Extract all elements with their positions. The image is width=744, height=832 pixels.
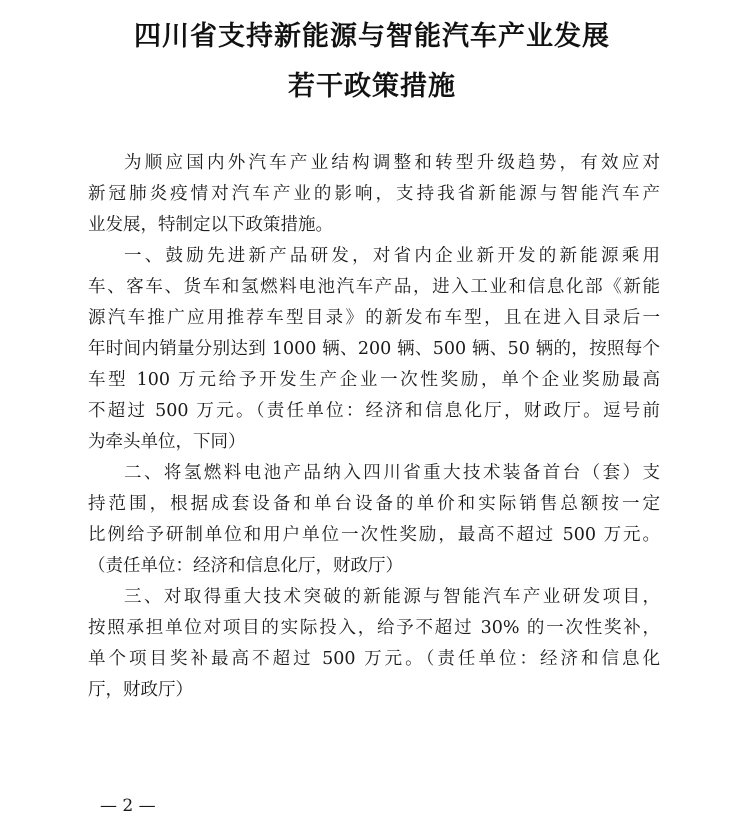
body-line: 单个项目奖补最高不超过 500 万元。（责任单位：经济和信息化 [88, 649, 660, 669]
document-title-line-2: 若干政策措施 [288, 71, 456, 102]
body-line: 持范围，根据成套设备和单台设备的单价和实际销售总额按一定 [88, 494, 660, 514]
body-line: 新冠肺炎疫情对汽车产业的影响，支持我省新能源与智能汽车产 [88, 184, 660, 204]
body-line: 车、客车、货车和氢燃料电池汽车产品，进入工业和信息化部《新能 [88, 277, 660, 297]
body-line: 为牵头单位，下同） [88, 432, 246, 452]
body-line: 业发展，特制定以下政策措施。 [88, 215, 333, 235]
body-line: 源汽车推广应用推荐车型目录》的新发布车型，且在进入目录后一 [88, 308, 660, 328]
body-line: 年时间内销量分别达到 1000 辆、200 辆、500 辆、50 辆的，按照每个 [88, 339, 660, 359]
body-line: 不超过 500 万元。（责任单位：经济和信息化厅，财政厅。逗号前 [88, 401, 660, 421]
body-line: 按照承担单位对项目的实际投入，给予不超过 30% 的一次性奖补， [88, 618, 660, 638]
body-line: 三、对取得重大技术突破的新能源与智能汽车产业研发项目， [124, 587, 660, 607]
body-line: 为顺应国内外汽车产业结构调整和转型升级趋势，有效应对 [124, 153, 660, 173]
body-line: （责任单位：经济和信息化厅，财政厅） [88, 556, 403, 576]
body-line: 一、鼓励先进新产品研发，对省内企业新开发的新能源乘用 [124, 246, 660, 266]
body-line: 车型 100 万元给予开发生产企业一次性奖励，单个企业奖励最高 [88, 370, 660, 390]
page-number: — 2 — [100, 796, 156, 816]
document-title-line-1: 四川省支持新能源与智能汽车产业发展 [134, 21, 610, 52]
body-line: 厅，财政厅） [88, 680, 193, 700]
body-line: 比例给予研制单位和用户单位一次性奖励，最高不超过 500 万元。 [88, 525, 660, 545]
document-body [88, 148, 660, 706]
body-line: 二、将氢燃料电池产品纳入四川省重大技术装备首台（套）支 [124, 463, 660, 483]
